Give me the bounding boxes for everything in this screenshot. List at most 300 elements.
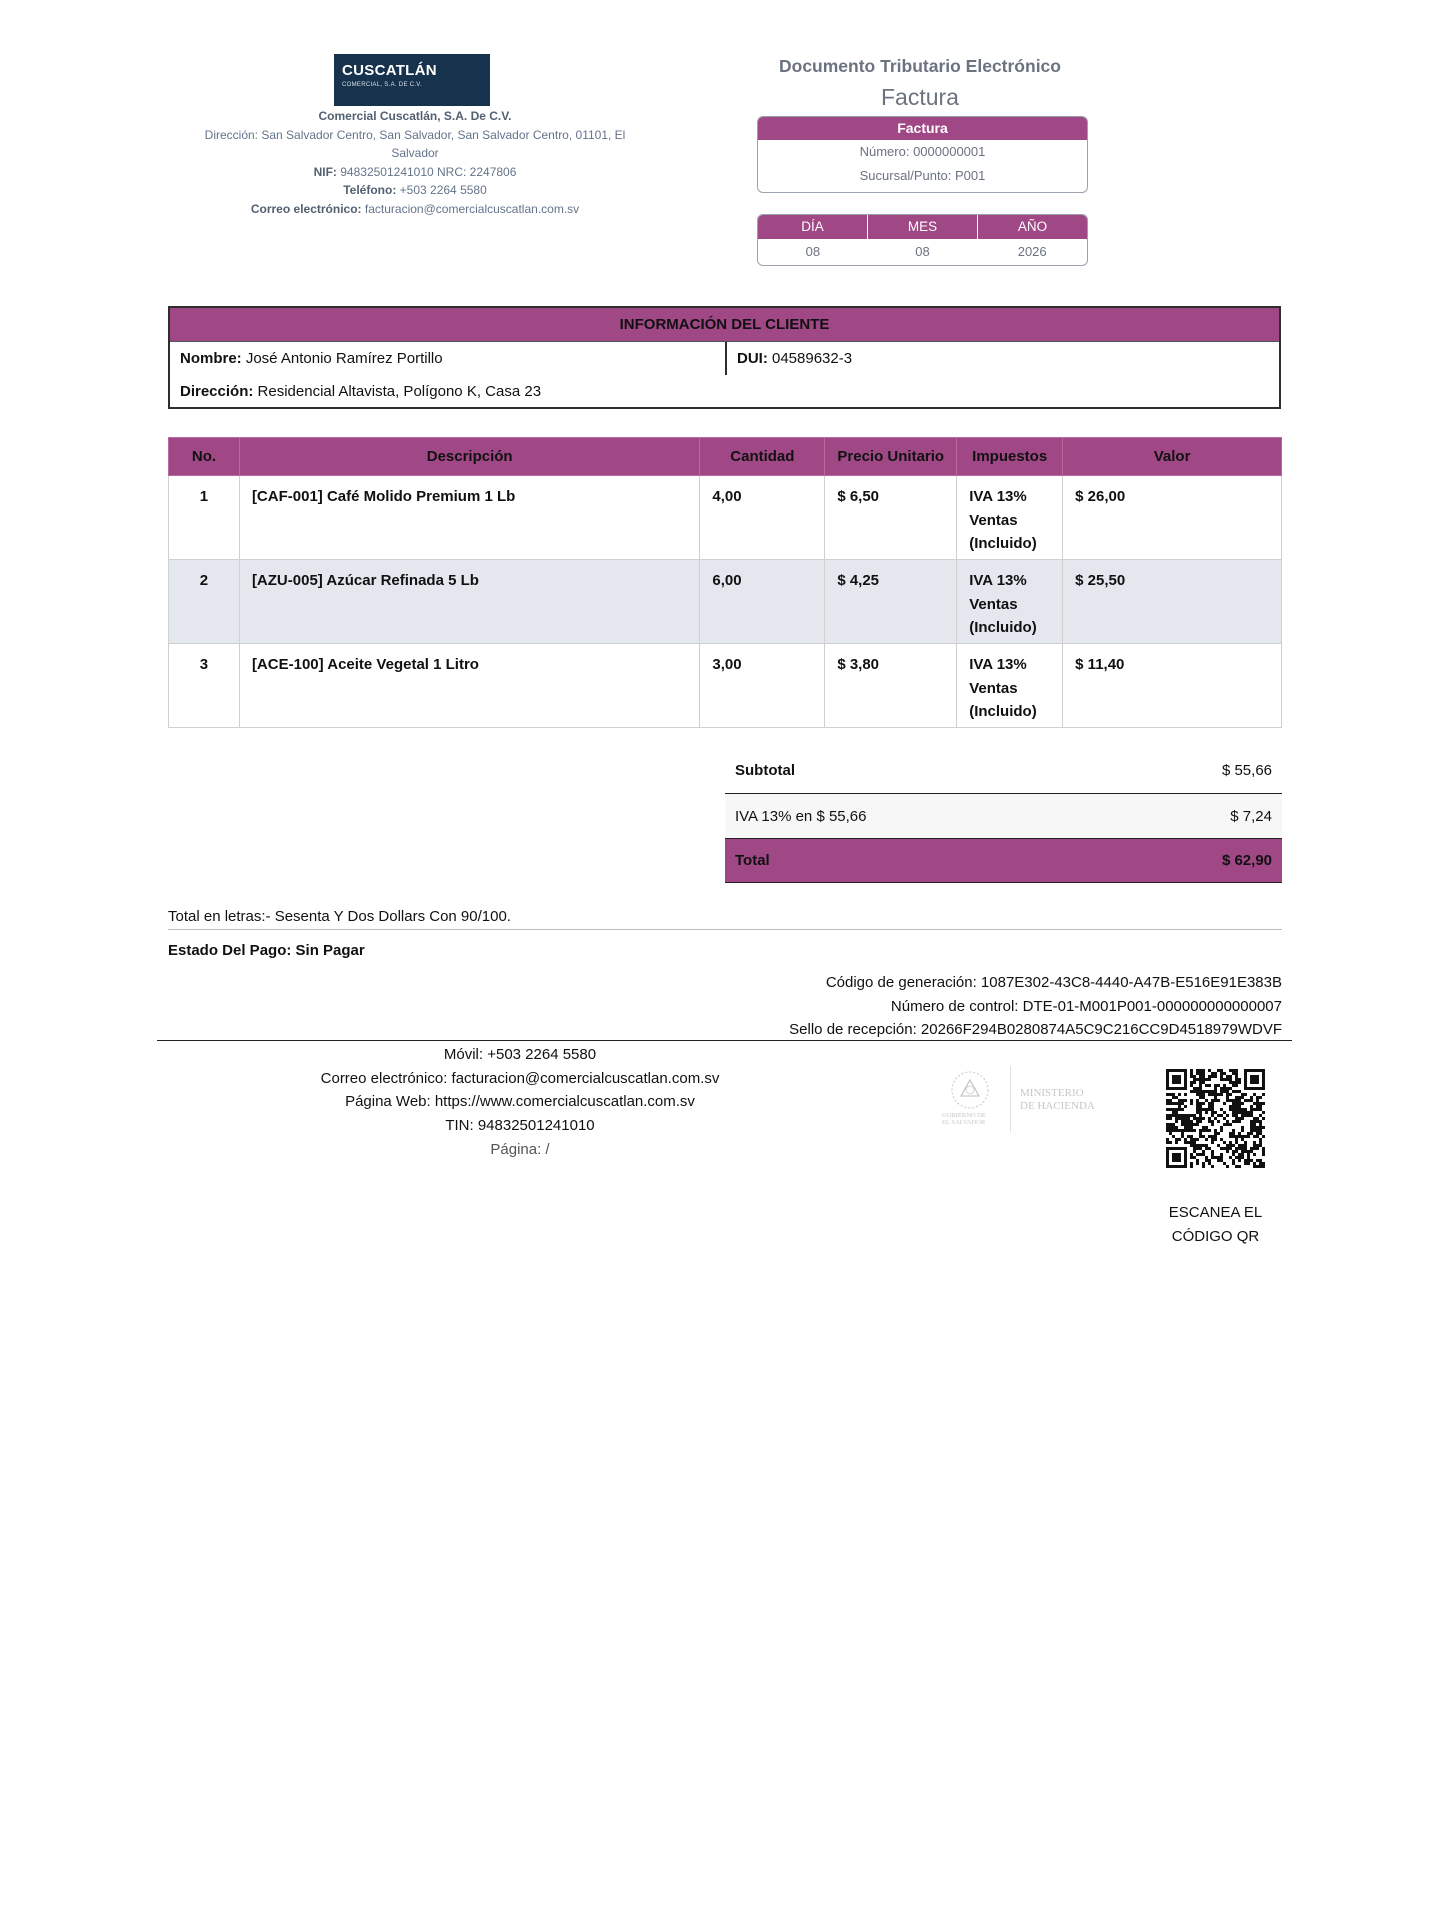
qr-module — [1190, 1129, 1193, 1132]
qr-module — [1244, 1072, 1247, 1075]
qr-module — [1193, 1117, 1196, 1120]
qr-module — [1208, 1162, 1211, 1165]
qr-module — [1235, 1096, 1238, 1099]
qr-module — [1229, 1087, 1232, 1090]
qr-module — [1229, 1069, 1232, 1072]
qr-module — [1232, 1099, 1235, 1102]
qr-module — [1205, 1084, 1208, 1087]
subtotal-value: $ 55,66 — [1221, 762, 1272, 779]
qr-module — [1229, 1081, 1232, 1084]
qr-module — [1172, 1129, 1175, 1132]
qr-module — [1223, 1162, 1226, 1165]
qr-module — [1232, 1162, 1235, 1165]
qr-module — [1190, 1156, 1193, 1159]
ministry-name — [1020, 1087, 1095, 1113]
qr-module — [1217, 1132, 1220, 1135]
qr-module — [1235, 1090, 1238, 1093]
qr-module — [1247, 1114, 1250, 1117]
qr-module — [1253, 1126, 1256, 1129]
qr-module — [1202, 1078, 1205, 1081]
qr-module — [1175, 1129, 1178, 1132]
iva-value: $ 7,24 — [1230, 808, 1272, 825]
qr-module — [1181, 1123, 1184, 1126]
qr-module — [1262, 1084, 1265, 1087]
qr-module — [1259, 1129, 1262, 1132]
cell-quantity: 4,00 — [700, 476, 825, 560]
qr-module — [1172, 1069, 1175, 1072]
qr-module — [1256, 1135, 1259, 1138]
qr-module — [1238, 1102, 1241, 1105]
qr-module — [1229, 1099, 1232, 1102]
qr-module — [1178, 1093, 1181, 1096]
qr-module — [1238, 1153, 1241, 1156]
qr-module — [1244, 1099, 1247, 1102]
qr-module — [1214, 1099, 1217, 1102]
footer-email: Correo electrónico: facturacion@comercialcuscatlan.com.sv — [320, 1069, 720, 1087]
qr-module — [1172, 1123, 1175, 1126]
qr-module — [1217, 1120, 1220, 1123]
client-dui: 04589632-3 — [772, 350, 853, 367]
qr-module — [1241, 1138, 1244, 1141]
qr-module — [1226, 1147, 1229, 1150]
qr-module — [1241, 1144, 1244, 1147]
qr-module — [1259, 1123, 1262, 1126]
qr-module — [1196, 1090, 1199, 1093]
qr-module — [1211, 1120, 1214, 1123]
qr-module — [1175, 1078, 1178, 1081]
qr-module — [1166, 1156, 1169, 1159]
cell-no: 1 — [169, 476, 240, 560]
qr-module — [1244, 1087, 1247, 1090]
qr-module — [1235, 1114, 1238, 1117]
qr-module — [1187, 1141, 1190, 1144]
qr-module — [1199, 1135, 1202, 1138]
qr-module — [1193, 1156, 1196, 1159]
qr-module — [1250, 1147, 1253, 1150]
qr-module — [1220, 1072, 1223, 1075]
qr-module — [1259, 1069, 1262, 1072]
total-label: Total — [735, 852, 770, 869]
qr-module — [1244, 1111, 1247, 1114]
qr-module — [1187, 1126, 1190, 1129]
items-table — [168, 437, 1282, 728]
payment-status: Estado Del Pago: Sin Pagar — [168, 942, 365, 959]
qr-module — [1175, 1156, 1178, 1159]
qr-module — [1205, 1144, 1208, 1147]
qr-module — [1202, 1126, 1205, 1129]
qr-module — [1187, 1129, 1190, 1132]
qr-module — [1202, 1135, 1205, 1138]
qr-module — [1190, 1120, 1193, 1123]
qr-module — [1178, 1117, 1181, 1120]
qr-module — [1235, 1150, 1238, 1153]
qr-module — [1241, 1114, 1244, 1117]
qr-module — [1196, 1099, 1199, 1102]
qr-module — [1166, 1126, 1169, 1129]
qr-module — [1256, 1144, 1259, 1147]
qr-module — [1181, 1132, 1184, 1135]
client-name-label: Nombre: — [180, 350, 242, 367]
logo-divider — [1010, 1066, 1011, 1132]
qr-module — [1262, 1072, 1265, 1075]
qr-module — [1175, 1165, 1178, 1168]
qr-module — [1238, 1078, 1241, 1081]
qr-module — [1166, 1099, 1169, 1102]
tax-line: Ventas — [969, 595, 1018, 613]
qr-module — [1211, 1165, 1214, 1168]
qr-module — [1259, 1138, 1262, 1141]
qr-module — [1199, 1111, 1202, 1114]
qr-module — [1211, 1153, 1214, 1156]
qr-module — [1196, 1117, 1199, 1120]
qr-module — [1208, 1159, 1211, 1162]
qr-module — [1202, 1069, 1205, 1072]
subtotal-row — [725, 748, 1282, 794]
qr-module — [1220, 1159, 1223, 1162]
qr-module — [1229, 1144, 1232, 1147]
generation-code: Código de generación: 1087E302-43C8-4440-A47B-E516E91E383B — [825, 974, 1282, 991]
qr-module — [1199, 1075, 1202, 1078]
qr-module — [1166, 1123, 1169, 1126]
qr-module — [1232, 1111, 1235, 1114]
qr-module — [1220, 1075, 1223, 1078]
qr-module — [1202, 1129, 1205, 1132]
qr-module — [1184, 1072, 1187, 1075]
qr-module — [1175, 1081, 1178, 1084]
qr-module — [1244, 1114, 1247, 1117]
qr-module — [1226, 1099, 1229, 1102]
qr-module — [1232, 1153, 1235, 1156]
qr-module — [1220, 1108, 1223, 1111]
qr-module — [1205, 1108, 1208, 1111]
qr-module — [1178, 1147, 1181, 1150]
qr-module — [1250, 1114, 1253, 1117]
qr-module — [1250, 1108, 1253, 1111]
qr-module — [1259, 1132, 1262, 1135]
qr-module — [1232, 1159, 1235, 1162]
qr-module — [1220, 1090, 1223, 1093]
qr-module — [1175, 1159, 1178, 1162]
qr-module — [1235, 1141, 1238, 1144]
total-row — [725, 839, 1282, 883]
qr-module — [1211, 1072, 1214, 1075]
qr-module — [1262, 1069, 1265, 1072]
iva-label: IVA 13% en $ 55,66 — [735, 808, 867, 825]
qr-module — [1172, 1081, 1175, 1084]
cell-quantity: 6,00 — [700, 560, 825, 644]
qr-module — [1169, 1117, 1172, 1120]
qr-module — [1262, 1111, 1265, 1114]
qr-module — [1184, 1117, 1187, 1120]
invoice-number: Número: 0000000001 — [859, 144, 986, 159]
qr-module — [1193, 1114, 1196, 1117]
table-header-row — [169, 438, 1282, 476]
qr-module — [1199, 1105, 1202, 1108]
qr-module — [1259, 1162, 1262, 1165]
qr-module — [1199, 1087, 1202, 1090]
gov-caption — [942, 1112, 986, 1126]
qr-module — [1199, 1090, 1202, 1093]
qr-module — [1232, 1144, 1235, 1147]
qr-module — [1190, 1099, 1193, 1102]
qr-module — [1166, 1093, 1169, 1096]
qr-module — [1178, 1114, 1181, 1117]
qr-module — [1199, 1114, 1202, 1117]
qr-module — [1256, 1081, 1259, 1084]
logo-main-text: CUSCATLÁN — [342, 62, 437, 79]
qr-module — [1169, 1141, 1172, 1144]
qr-module — [1199, 1153, 1202, 1156]
qr-module — [1175, 1117, 1178, 1120]
qr-module — [1235, 1084, 1238, 1087]
qr-module — [1238, 1147, 1241, 1150]
client-name: José Antonio Ramírez Portillo — [245, 350, 443, 367]
qr-module — [1193, 1075, 1196, 1078]
cell-value: $ 11,40 — [1063, 644, 1282, 728]
qr-module — [1220, 1114, 1223, 1117]
qr-module — [1244, 1084, 1247, 1087]
qr-module — [1202, 1102, 1205, 1105]
qr-module — [1211, 1075, 1214, 1078]
qr-module — [1205, 1078, 1208, 1081]
phone-label: Teléfono: — [343, 183, 397, 198]
qr-module — [1190, 1072, 1193, 1075]
qr-module — [1196, 1087, 1199, 1090]
qr-code — [1166, 1069, 1265, 1168]
qr-module — [1202, 1108, 1205, 1111]
qr-module — [1244, 1159, 1247, 1162]
qr-module — [1256, 1096, 1259, 1099]
qr-module — [1169, 1132, 1172, 1135]
qr-module — [1199, 1132, 1202, 1135]
qr-module — [1250, 1078, 1253, 1081]
qr-module — [1196, 1159, 1199, 1162]
col-header-unit-price: Precio Unitario — [825, 438, 957, 476]
qr-module — [1217, 1159, 1220, 1162]
qr-module — [1214, 1075, 1217, 1078]
qr-module — [1211, 1090, 1214, 1093]
qr-module — [1211, 1138, 1214, 1141]
qr-module — [1178, 1099, 1181, 1102]
qr-module — [1184, 1093, 1187, 1096]
qr-module — [1175, 1108, 1178, 1111]
qr-module — [1208, 1147, 1211, 1150]
qr-module — [1214, 1135, 1217, 1138]
qr-module — [1262, 1078, 1265, 1081]
qr-module — [1169, 1069, 1172, 1072]
client-dui-label: DUI: — [737, 350, 768, 367]
qr-module — [1214, 1138, 1217, 1141]
nif-nrc: 94832501241010 NRC: 2247806 — [340, 164, 517, 179]
qr-module — [1190, 1123, 1193, 1126]
qr-module — [1184, 1147, 1187, 1150]
qr-module — [1187, 1135, 1190, 1138]
qr-module — [1247, 1162, 1250, 1165]
qr-module — [1232, 1069, 1235, 1072]
qr-module — [1178, 1129, 1181, 1132]
qr-module — [1187, 1120, 1190, 1123]
qr-module — [1256, 1132, 1259, 1135]
ministerio-hacienda-logo — [940, 1062, 1110, 1136]
qr-module — [1247, 1087, 1250, 1090]
qr-module — [1193, 1081, 1196, 1084]
qr-module — [1181, 1099, 1184, 1102]
company-email: facturacion@comercialcuscatlan.com.sv — [364, 201, 580, 216]
cell-unit-price: $ 6,50 — [825, 476, 957, 560]
qr-module — [1220, 1129, 1223, 1132]
qr-module — [1253, 1108, 1256, 1111]
qr-module — [1175, 1141, 1178, 1144]
qr-module — [1262, 1087, 1265, 1090]
qr-module — [1193, 1090, 1196, 1093]
cell-description: [CAF-001] Café Molido Premium 1 Lb — [239, 476, 699, 560]
qr-module — [1211, 1114, 1214, 1117]
document-type: Factura — [881, 84, 959, 110]
qr-module — [1229, 1093, 1232, 1096]
qr-module — [1250, 1123, 1253, 1126]
qr-module — [1190, 1114, 1193, 1117]
qr-module — [1247, 1111, 1250, 1114]
qr-module — [1250, 1159, 1253, 1162]
qr-module — [1205, 1138, 1208, 1141]
qr-module — [1235, 1147, 1238, 1150]
gov-line-1: GOBIERNO DE — [942, 1112, 986, 1119]
qr-module — [1199, 1144, 1202, 1147]
qr-module — [1244, 1135, 1247, 1138]
qr-module — [1193, 1087, 1196, 1090]
qr-module — [1241, 1147, 1244, 1150]
qr-module — [1184, 1081, 1187, 1084]
qr-module — [1235, 1120, 1238, 1123]
qr-module — [1208, 1075, 1211, 1078]
client-address-cell — [170, 375, 541, 408]
qr-module — [1235, 1108, 1238, 1111]
qr-module — [1166, 1129, 1169, 1132]
qr-module — [1235, 1081, 1238, 1084]
qr-module — [1196, 1153, 1199, 1156]
qr-module — [1208, 1108, 1211, 1111]
document-title: Documento Tributario Electrónico — [779, 56, 1061, 76]
qr-module — [1175, 1069, 1178, 1072]
qr-module — [1172, 1093, 1175, 1096]
footer-divider — [157, 1040, 1292, 1041]
year-label: AÑO — [978, 215, 1087, 239]
qr-module — [1229, 1132, 1232, 1135]
qr-module — [1166, 1078, 1169, 1081]
qr-module — [1175, 1147, 1178, 1150]
qr-module — [1223, 1111, 1226, 1114]
footer-mobile: Móvil: +503 2264 5580 — [443, 1046, 597, 1063]
qr-module — [1259, 1087, 1262, 1090]
qr-module — [1253, 1117, 1256, 1120]
gov-line-2: EL SALVADOR — [942, 1119, 986, 1126]
qr-module — [1190, 1126, 1193, 1129]
qr-module — [1262, 1126, 1265, 1129]
qr-module — [1238, 1105, 1241, 1108]
col-header-quantity: Cantidad — [700, 438, 825, 476]
qr-module — [1169, 1093, 1172, 1096]
qr-module — [1223, 1078, 1226, 1081]
qr-module — [1190, 1144, 1193, 1147]
qr-module — [1238, 1090, 1241, 1093]
ministry-line-1: MINISTERIO — [1020, 1087, 1084, 1099]
qr-module — [1190, 1075, 1193, 1078]
qr-module — [1166, 1165, 1169, 1168]
qr-module — [1253, 1144, 1256, 1147]
qr-module — [1217, 1069, 1220, 1072]
qr-module — [1250, 1081, 1253, 1084]
qr-module — [1187, 1114, 1190, 1117]
qr-module — [1199, 1093, 1202, 1096]
qr-module — [1229, 1108, 1232, 1111]
qr-module — [1175, 1153, 1178, 1156]
qr-module — [1169, 1087, 1172, 1090]
qr-module — [1196, 1123, 1199, 1126]
qr-module — [1199, 1069, 1202, 1072]
qr-module — [1226, 1093, 1229, 1096]
qr-module — [1184, 1120, 1187, 1123]
qr-module — [1184, 1138, 1187, 1141]
qr-module — [1214, 1093, 1217, 1096]
qr-module — [1226, 1114, 1229, 1117]
qr-module — [1214, 1117, 1217, 1120]
qr-module — [1262, 1135, 1265, 1138]
qr-module — [1169, 1108, 1172, 1111]
qr-module — [1172, 1126, 1175, 1129]
qr-module — [1208, 1084, 1211, 1087]
qr-caption-line-2: CÓDIGO QR — [1171, 1228, 1260, 1245]
qr-module — [1193, 1144, 1196, 1147]
qr-module — [1169, 1102, 1172, 1105]
qr-module — [1172, 1111, 1175, 1114]
cell-unit-price: $ 3,80 — [825, 644, 957, 728]
qr-module — [1190, 1153, 1193, 1156]
client-dui-cell — [727, 342, 852, 375]
email-label: Correo electrónico: — [250, 201, 362, 216]
qr-module — [1211, 1102, 1214, 1105]
tax-line: IVA 13% — [969, 488, 1027, 505]
qr-module — [1235, 1156, 1238, 1159]
qr-module — [1232, 1105, 1235, 1108]
qr-module — [1250, 1120, 1253, 1123]
qr-module — [1253, 1123, 1256, 1126]
cell-no: 3 — [169, 644, 240, 728]
total-value: $ 62,90 — [1221, 852, 1272, 869]
qr-module — [1253, 1162, 1256, 1165]
qr-module — [1220, 1138, 1223, 1141]
qr-module — [1184, 1165, 1187, 1168]
qr-module — [1211, 1111, 1214, 1114]
qr-module — [1190, 1135, 1193, 1138]
qr-module — [1199, 1096, 1202, 1099]
qr-module — [1193, 1123, 1196, 1126]
qr-module — [1229, 1141, 1232, 1144]
qr-module — [1214, 1096, 1217, 1099]
qr-module — [1205, 1147, 1208, 1150]
qr-module — [1184, 1084, 1187, 1087]
qr-module — [1193, 1138, 1196, 1141]
qr-module — [1208, 1069, 1211, 1072]
qr-module — [1205, 1099, 1208, 1102]
qr-module — [1202, 1081, 1205, 1084]
qr-module — [1199, 1078, 1202, 1081]
qr-module — [1229, 1075, 1232, 1078]
qr-module — [1250, 1126, 1253, 1129]
qr-module — [1211, 1099, 1214, 1102]
qr-module — [1172, 1087, 1175, 1090]
company-logo — [334, 54, 490, 106]
qr-module — [1262, 1117, 1265, 1120]
